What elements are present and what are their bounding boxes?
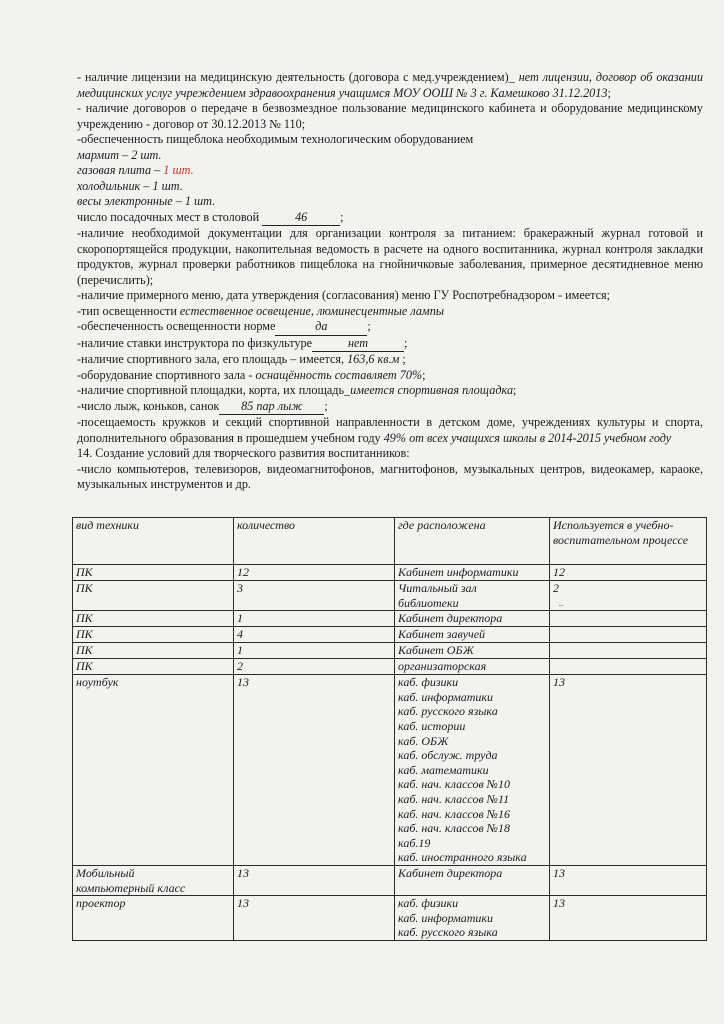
- cell-place: Кабинет директора: [395, 865, 550, 895]
- cell-type: ПК: [73, 627, 234, 643]
- cell-used: [550, 627, 707, 643]
- scales-line: весы электронные – 1 шт.: [77, 194, 216, 208]
- table-row: [73, 643, 707, 659]
- cell-qty: 1: [234, 611, 395, 627]
- header-place: где расположена: [395, 518, 550, 565]
- docs-line: -наличие необходимой документации для организации контроля за питанием: бракеражный журнал готовой и скоропортящейся продукции, накопительная ведомость в расчете на одного воспитанника, журнал контроля закладки продуктов, журнал проверки работников пищеблока на гнойничковые заболевания, примерное десятидневное меню (перечислить);: [77, 226, 703, 287]
- table-row: [73, 565, 707, 581]
- table-row: [73, 659, 707, 675]
- table-row: [73, 581, 707, 611]
- cell-place: Кабинет ОБЖ: [395, 643, 550, 659]
- ground-line: -наличие спортивной площадки, корта, их площадь_имеется спортивная площадка;: [77, 383, 517, 397]
- cell-type: ПК: [73, 611, 234, 627]
- cell-place: Кабинет директора: [395, 611, 550, 627]
- table-row: [73, 896, 707, 941]
- gas-line: газовая плита – 1 шт.: [77, 163, 194, 177]
- table-row: [73, 675, 707, 866]
- cell-qty: 13: [234, 675, 395, 866]
- gym-equipment-line: -оборудование спортивного зала - оснащённость составляет 70%;: [77, 367, 426, 382]
- fridge-line: холодильник – 1 шт.: [77, 178, 183, 193]
- cell-type: проектор: [73, 896, 234, 941]
- cell-place: каб. физики каб. информатики каб. русского языка: [395, 896, 550, 941]
- marmit-line: мармит – 2 шт.: [77, 147, 162, 162]
- cell-used: [550, 659, 707, 675]
- cell-type: ПК: [73, 643, 234, 659]
- cell-place: Кабинет завучей: [395, 627, 550, 643]
- cell-qty: 2: [234, 659, 395, 675]
- cell-qty: 13: [234, 865, 395, 895]
- menu-line: -наличие примерного меню, дата утверждения (согласования) меню ГУ Роспотребнадзором - имеется;: [77, 288, 611, 302]
- cell-used: 13: [550, 896, 707, 941]
- document-body: [77, 70, 703, 493]
- tech-count-line: -число компьютеров, телевизоров, видеомагнитофонов, магнитофонов, музыкальных центров, видеокамер, караоке, музыкальных инструментов и др.: [77, 461, 703, 491]
- cell-used: 2 ..: [550, 581, 707, 611]
- cell-qty: 13: [234, 896, 395, 941]
- gym-line: -наличие спортивного зала, его площадь – имеется, 163,6 кв.м ;: [77, 352, 406, 366]
- table-row: [73, 611, 707, 627]
- cell-place: Кабинет информатики: [395, 565, 550, 581]
- cell-type: ноутбук: [73, 675, 234, 866]
- header-type: вид техники: [73, 518, 234, 565]
- cell-qty: 12: [234, 565, 395, 581]
- kitchen-line: -обеспеченность пищеблока необходимым технологическим оборудованием: [77, 132, 474, 146]
- cell-used: [550, 643, 707, 659]
- cell-place: каб. физики каб. информатики каб. русского языка каб. истории каб. ОБЖ каб. обслуж. труда каб. математики каб. нач. классов №10 каб. нач. классов №11 каб. нач. классов №16 каб. нач. классов №18 каб.19 каб. иностранного языка: [395, 675, 550, 866]
- cell-used: 13: [550, 675, 707, 866]
- cell-place: Читальный зал библиотеки: [395, 581, 550, 611]
- table-body: [73, 565, 707, 941]
- cell-qty: 4: [234, 627, 395, 643]
- cell-type: Мобильный компьютерный класс: [73, 865, 234, 895]
- cell-used: 13: [550, 865, 707, 895]
- cell-used: 12: [550, 565, 707, 581]
- cell-qty: 3: [234, 581, 395, 611]
- seats-line: число посадочных мест в столовой 46 ;: [77, 210, 703, 227]
- header-used: Используется в учебно-воспитательном процессе: [550, 518, 707, 565]
- skis-line: -число лыж, коньков, санок 85 пар лыж ;: [77, 399, 703, 416]
- license-line: - наличие лицензии на медицинскую деятельность (договора с мед.учреждением)_ нет лицензии, договор об оказании медицинских услуг учреждением здравоохранения учащимся МОУ ООШ № 3 г. Камешково 31.12.2013;: [77, 70, 703, 100]
- cell-used: [550, 611, 707, 627]
- contracts-line: - наличие договоров о передаче в безвозмездное пользование медицинского кабинета и оборудование медицинскому учреждению - договор от 30.12.2013 № 110;: [77, 101, 703, 131]
- table-row: [73, 865, 707, 895]
- light-norm-line: -обеспеченность освещенности норме да ;: [77, 319, 703, 336]
- cell-type: ПК: [73, 659, 234, 675]
- cell-place: организаторская: [395, 659, 550, 675]
- light-type-line: -тип освещенности естественное освещение, люминесцентные лампы: [77, 303, 445, 318]
- table-header-row: [73, 518, 707, 565]
- section-14-heading: 14. Создание условий для творческого развития воспитанников:: [77, 446, 410, 460]
- pencil-marks: ..: [559, 597, 564, 608]
- clubs-line: -посещаемость кружков и секций спортивной направленности в детском доме, учреждениях культуры и спорта, дополнительного образования в прошедшем учебном году 49% от всех учащихся школы в 2014-2015 учебном году: [77, 415, 703, 445]
- header-qty: количество: [234, 518, 395, 565]
- cell-qty: 1: [234, 643, 395, 659]
- cell-type: ПК: [73, 581, 234, 611]
- equipment-table: [72, 517, 707, 941]
- table-row: [73, 627, 707, 643]
- pe-line: -наличие ставки инструктора по физкультуре нет ;: [77, 336, 703, 353]
- cell-type: ПК: [73, 565, 234, 581]
